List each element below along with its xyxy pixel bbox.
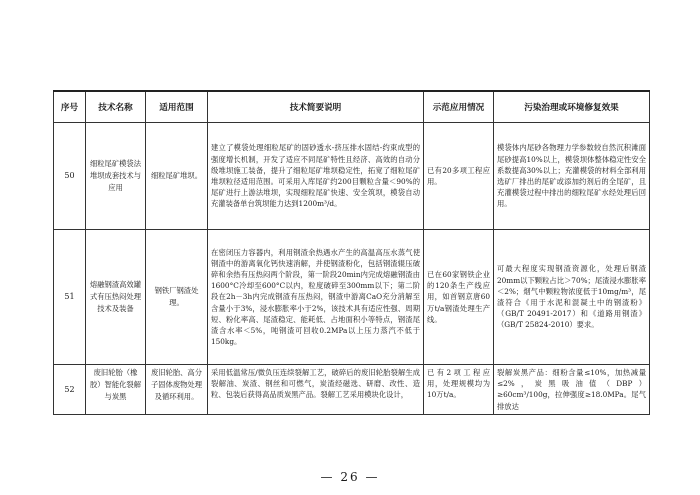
row-demo: 已有2项工程应用，处理规模均为10万t/a。 — [424, 365, 494, 415]
row-tech-name: 细粒尾矿模袋法堆坝成套技术与应用 — [86, 123, 146, 230]
table-row — [54, 123, 650, 230]
header-scope: 适用范围 — [146, 91, 208, 123]
row-scope: 钢铁厂钢渣处理。 — [146, 230, 208, 365]
table-row — [54, 365, 650, 415]
header-tech-name: 技术名称 — [86, 91, 146, 123]
technology-table — [53, 90, 650, 415]
table-header-row — [54, 91, 650, 123]
row-index: 50 — [54, 123, 86, 230]
row-index: 51 — [54, 230, 86, 365]
row-description: 采用低温常压/微负压连续裂解工艺，破碎后的废旧轮胎裂解生成裂解油、炭渣、钢丝和可燃气，炭渣经磁选、研磨、改性、造粒、包装后获得高品质炭黑产品。裂解工艺采用模块化设计， — [208, 365, 424, 415]
row-tech-name: 废旧轮胎（橡胶）智能化裂解与炭黑 — [86, 365, 146, 415]
row-index: 52 — [54, 365, 86, 415]
row-effect: 可最大程度实现钢渣资源化，处理后钢渣20mm以下颗粒占比＞70%；尾渣浸水膨胀率＜2%；烟气中颗粒物浓度低于10mg/m³，尾渣符合《用于水泥和混凝土中的钢渣粉》（GB/T 20491-2017）和《道路用钢渣》（GB/T 25824-2010）要求。 — [494, 230, 650, 365]
technology-table-container — [53, 90, 649, 415]
row-effect: 裂解炭黑产品：细粉含量≤10%，加热减量≤2%，炭黑吸油值（DBP）≥60cm³/100g，拉伸强度≥18.0MPa。尾气排放达 — [494, 365, 650, 415]
header-effect: 污染治理或环境修复效果 — [494, 91, 650, 123]
row-scope: 废旧轮胎、高分子固体废物处理及循环利用。 — [146, 365, 208, 415]
row-description: 在密闭压力容器内，利用钢渣余热遇水产生的高温高压水蒸气使钢渣中的游离氧化钙快速消解，并使钢渣粉化，包括钢渣辊压破碎和余热有压热闷两个阶段，第一阶段20min内完成熔融钢渣由1600°C冷却至600°C以内，粒度破碎至300mm以下；第二阶段在2h－3h内完成钢渣有压热闷，钢渣中游离CaO充分消解至含量小于3%，浸水膨胀率小于2%，该技术具有适应性强、周期短、粉化率高、尾渣稳定、能耗低、占地面积小等特点，钢渣尾渣含水率＜5%，吨钢渣可回收0.2MPa以上压力蒸汽不低于150kg。 — [208, 230, 424, 365]
page-number: — 26 — — [320, 470, 380, 484]
row-scope: 细粒尾矿堆坝。 — [146, 123, 208, 230]
header-demo: 示范应用情况 — [424, 91, 494, 123]
header-index: 序号 — [54, 91, 86, 123]
row-demo: 已在60家钢铁企业的120条生产线应用，如首钢京唐60万t/a钢渣处理生产线。 — [424, 230, 494, 365]
row-effect: 模袋体内尾砂各物理力学参数较自然沉积滩面尾砂提高10%以上，模袋坝体整体稳定性安全系数提高30%以上；充灌模袋的材料全部利用选矿厂排出的尾矿或添加约剂后的全尾矿，且充灌模袋过程中排出的细粒尾矿水经处理后回用。 — [494, 123, 650, 230]
row-demo: 已有20多项工程应用。 — [424, 123, 494, 230]
row-description: 建立了模袋处理细粒尾矿的固砂透水-挤压排水固结-约束成型的强度增长机制，开发了适应不同尾矿特性且经济、高效的自动分级堆坝施工装备，提升了细粒尾矿堆坝稳定性，拓宽了细粒尾矿堆坝粒径适用范围。可采用入库尾矿约200目颗粒含量＜90%的尾矿进行上游法堆坝，实现细粒尾矿快速、安全筑坝，模袋自动充灌装备单台筑坝能力达到1200m³/d。 — [208, 123, 424, 230]
table-row — [54, 230, 650, 365]
row-tech-name: 熔融钢渣高效罐式有压热闷处理技术及装备 — [86, 230, 146, 365]
header-description: 技术简要说明 — [208, 91, 424, 123]
